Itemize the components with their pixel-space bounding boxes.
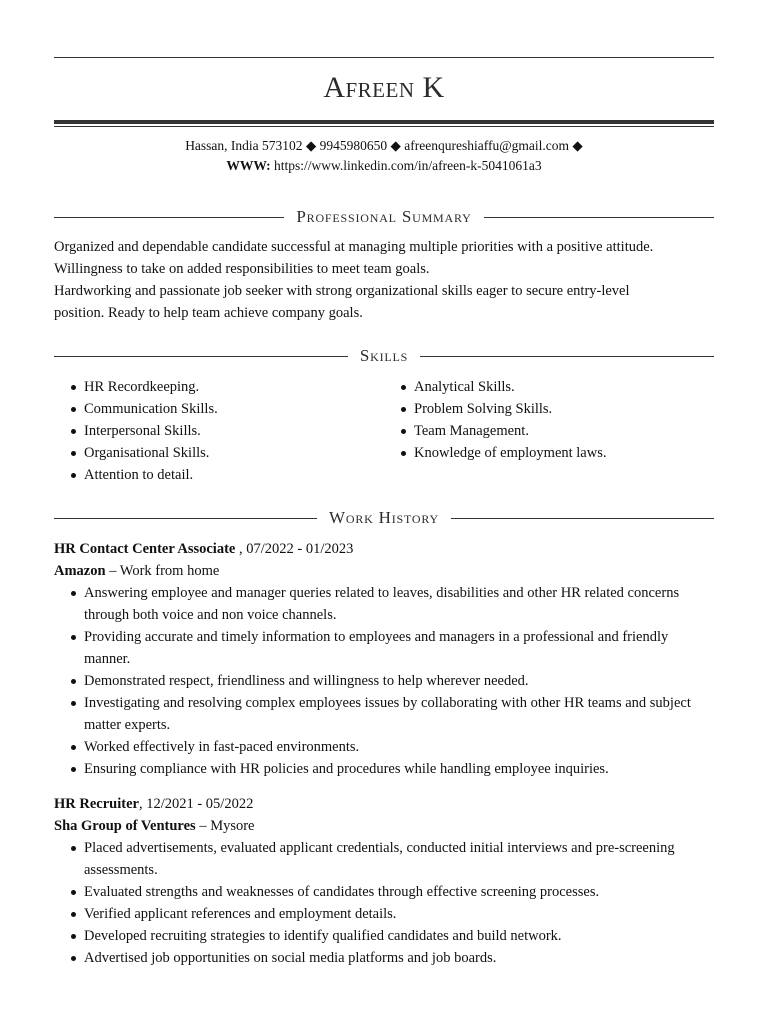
summary-line: position. Ready to help team achieve company goals. [54, 305, 363, 321]
website-line [54, 156, 714, 176]
skill-item: Interpersonal Skills. [84, 420, 384, 442]
job-location: – Mysore [195, 818, 255, 834]
skill-item: Knowledge of employment laws. [414, 442, 607, 464]
top-divider [54, 57, 714, 58]
job-role: HR Contact Center Associate [54, 541, 236, 557]
contact-line: Hassan, India 573102 ◆ 9945980650 ◆ afreenqureshiaffu@gmail.com ◆ [185, 138, 583, 153]
www-label: WWW: [226, 158, 271, 173]
job-entry [54, 793, 714, 969]
heading-rule-right [451, 518, 714, 519]
job-bullet: Demonstrated respect, friendliness and willingness to help wherever needed. [84, 670, 714, 692]
job-bullet: Investigating and resolving complex employees issues by collaborating with other HR teams and subject matter experts. [84, 692, 714, 736]
summary-title: Professional Summary [296, 207, 472, 226]
summary-text [54, 236, 714, 324]
job-role: HR Recruiter [54, 796, 139, 812]
skills-list [54, 376, 714, 486]
skill-item: Problem Solving Skills. [414, 398, 607, 420]
linkedin-link[interactable]: https://www.linkedin.com/in/afreen-k-5041061a3 [274, 158, 542, 173]
candidate-name: Afreen K [323, 71, 445, 104]
skills-column-left [54, 376, 384, 486]
job-bullet: Worked effectively in fast-paced environments. [84, 736, 714, 758]
skills-title: Skills [359, 346, 409, 365]
skill-item: Team Management. [414, 420, 607, 442]
summary-line: Hardworking and passionate job seeker with strong organizational skills eager to secure entry-level [54, 283, 630, 299]
job-bullet: Providing accurate and timely information to employees and managers in a professional and friendly manner. [84, 626, 714, 670]
heading-rule-left [54, 356, 348, 357]
summary-line: Willingness to take on added responsibilities to meet team goals. [54, 261, 430, 277]
header-thick-divider [54, 120, 714, 124]
job-bullets [54, 837, 714, 969]
heading-rule-left [54, 217, 284, 218]
job-bullet: Advertised job opportunities on social media platforms and job boards. [84, 947, 714, 969]
job-bullet: Verified applicant references and employment details. [84, 903, 714, 925]
heading-rule-right [484, 217, 714, 218]
heading-rule-right [420, 356, 714, 357]
job-bullet: Ensuring compliance with HR policies and procedures while handling employee inquiries. [84, 758, 714, 780]
skill-item: Analytical Skills. [414, 376, 607, 398]
job-dates: , 07/2022 - 01/2023 [235, 541, 354, 557]
work-title: Work History [329, 508, 439, 527]
job-dates: , 12/2021 - 05/2022 [138, 796, 254, 812]
job-entry [54, 538, 714, 780]
skill-item: Communication Skills. [84, 398, 384, 420]
job-bullet: Answering employee and manager queries related to leaves, disabilities and other HR related concerns through both voice and non voice channels. [84, 582, 714, 626]
job-company: Amazon [54, 563, 106, 579]
skills-heading [54, 346, 714, 366]
job-company-line [54, 815, 714, 837]
contact-block [54, 136, 714, 176]
job-bullet: Placed advertisements, evaluated applicant credentials, conducted initial interviews and pre-screening assessments. [84, 837, 714, 881]
heading-rule-left [54, 518, 317, 519]
work-heading [54, 508, 714, 528]
header-thin-divider [54, 126, 714, 127]
job-company-line [54, 560, 714, 582]
job-title-line [54, 793, 714, 815]
summary-line: Organized and dependable candidate successful at managing multiple priorities with a positive attitude. [54, 239, 654, 255]
job-bullet: Developed recruiting strategies to identify qualified candidates and build network. [84, 925, 714, 947]
job-company: Sha Group of Ventures [54, 818, 196, 834]
job-bullets [54, 582, 714, 780]
skill-item: Organisational Skills. [84, 442, 384, 464]
skill-item: Attention to detail. [84, 464, 384, 486]
summary-heading [54, 207, 714, 227]
job-bullet: Evaluated strengths and weaknesses of candidates through effective screening processes. [84, 881, 714, 903]
job-location: – Work from home [105, 563, 220, 579]
skills-column-right [384, 376, 607, 486]
skill-item: HR Recordkeeping. [84, 376, 384, 398]
job-title-line [54, 538, 714, 560]
